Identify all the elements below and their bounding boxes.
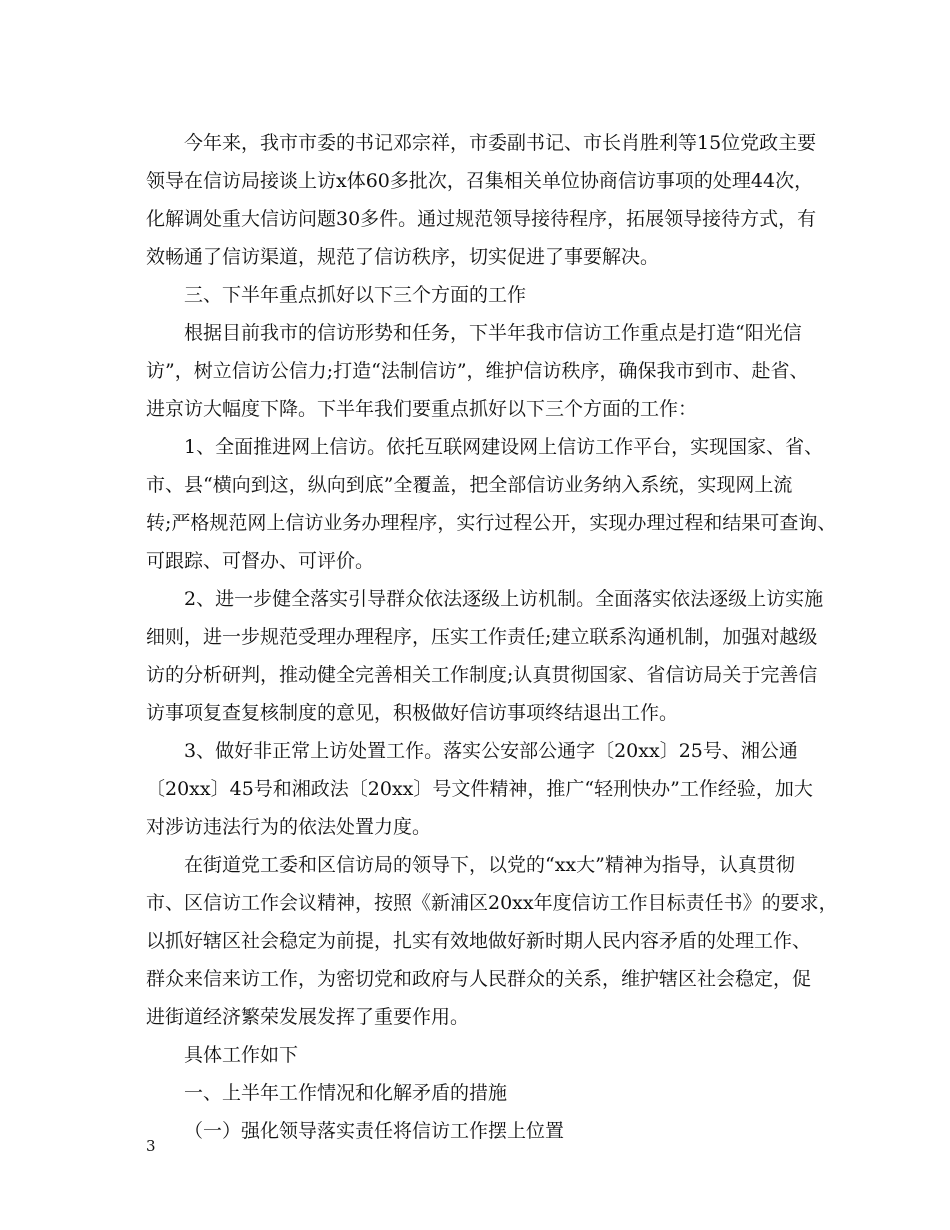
- text-line: 3、做好非正常上访处置工作。落实公安部公通字〔20xx〕25号、湘公通: [184, 740, 798, 762]
- text-line: 具体工作如下: [184, 1044, 299, 1066]
- text-line: 化解调处重大信访问题30多件。通过规范领导接待程序，拓展领导接待方式，有: [146, 208, 817, 230]
- text-line: 访”，树立信访公信力;打造“法制信访”，维护信访秩序，确保我市到市、赴省、: [146, 360, 809, 382]
- text-line: 领导在信访局接谈上访x体60多批次，召集相关单位协商信访事项的处理44次，: [146, 170, 814, 192]
- text-line: 今年来，我市市委的书记邓宗祥，市委副书记、市长肖胜利等15位党政主要: [184, 132, 817, 154]
- page-number: 3: [146, 1137, 156, 1155]
- text-line: 可跟踪、可督办、可评价。: [146, 550, 375, 572]
- text-line: 转;严格规范网上信访业务办理程序，实行过程公开，实现办理过程和结果可查询、: [146, 512, 837, 534]
- text-line: 访的分析研判，推动健全完善相关工作制度;认真贯彻国家、省信访局关于完善信: [146, 664, 818, 686]
- text-line: 细则，进一步规范受理办理程序，压实工作责任;建立联系沟通机制，加强对越级: [146, 626, 818, 648]
- text-line: 2、进一步健全落实引导群众依法逐级上访机制。全面落实依法逐级上访实施: [184, 588, 824, 610]
- text-line: 进京访大幅度下降。下半年我们要重点抓好以下三个方面的工作：: [146, 398, 698, 420]
- text-line: 根据目前我市的信访形势和任务，下半年我市信访工作重点是打造“阳光信: [184, 322, 802, 344]
- text-line: 在街道党工委和区信访局的领导下，以党的“xx大”精神为指导，认真贯彻: [184, 854, 795, 876]
- text-line: 群众来信来访工作，为密切党和政府与人民群众的关系，维护辖区社会稳定，促: [146, 968, 812, 990]
- text-line: 访事项复查复核制度的意见，积极做好信访事项终结退出工作。: [146, 702, 679, 724]
- text-line: （一）强化领导落实责任将信访工作摆上位置: [184, 1120, 565, 1142]
- text-line: 效畅通了信访渠道，规范了信访秩序，切实促进了事要解决。: [146, 246, 660, 268]
- text-line: 1、全面推进网上信访。依托互联网建设网上信访工作平台，实现国家、省、: [184, 436, 824, 458]
- text-line: 三、下半年重点抓好以下三个方面的工作: [184, 284, 527, 306]
- text-line: 市、区信访工作会议精神，按照《新浦区20xx年度信访工作目标责任书》的要求，: [146, 892, 838, 914]
- text-line: 市、县“横向到这，纵向到底”全覆盖，把全部信访业务纳入系统，实现网上流: [146, 474, 793, 496]
- text-line: 对涉访违法行为的依法处置力度。: [146, 816, 432, 838]
- text-line: 〔20xx〕45号和湘政法〔20xx〕号文件精神，推广“轻刑快办”工作经验，加大: [146, 778, 813, 800]
- text-line: 一、上半年工作情况和化解矛盾的措施: [184, 1082, 508, 1104]
- text-line: 以抓好辖区社会稳定为前提，扎实有效地做好新时期人民内容矛盾的处理工作、: [146, 930, 812, 952]
- document-body: [146, 124, 838, 1150]
- text-line: 进街道经济繁荣发展发挥了重要作用。: [146, 1006, 470, 1028]
